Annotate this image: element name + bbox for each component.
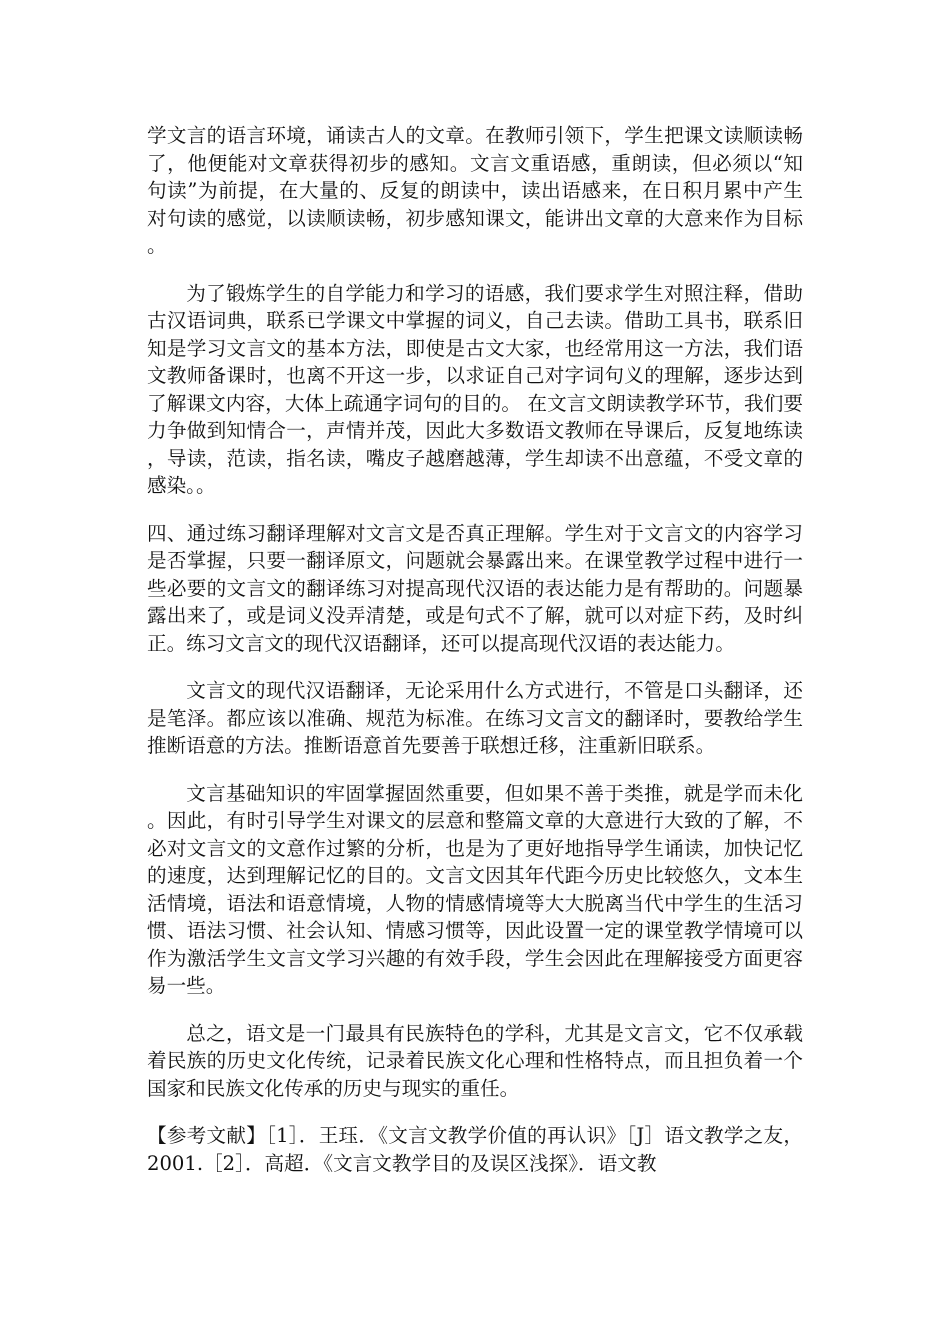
document-page	[147, 122, 803, 1197]
section-paragraph: 四、通过练习翻译理解对文言文是否真正理解。学生对于文言文的内容学习是否掌握，只要一翻译原文，问题就会暴露出来。在课堂教学过程中进行一些必要的文言文的翻译练习对提高现代汉语的表达能力是有帮助的。问题暴露出来了，或是词义没弄清楚，或是句式不了解，就可以对症下药，及时纠正。练习文言文的现代汉语翻译，还可以提高现代汉语的表达能力。	[147, 521, 803, 655]
references-paragraph: 【参考文献】［1］．王珏．《文言文教学价值的再认识》［J］语文教学之友，2001.［2］．高超．《文言文教学目的及误区浅探》．语文教	[147, 1124, 803, 1175]
body-paragraph: 文言基础知识的牢固掌握固然重要，但如果不善于类推，就是学而未化。因此，有时引导学生对课文的层意和整篇文章的大意进行大致的了解，不必对文言文的文意作过繁的分析，也是为了更好地指导学生诵读，加快记忆的速度，达到理解记忆的目的。文言文因其年代距今历史比较悠久，文本生活情境，语法和语意情境，人物的情感情境等大大脱离当代中学生的生活习惯、语法习惯、社会认知、情感习惯等，因此设置一定的课堂教学情境可以作为激活学生文言文学习兴趣的有效手段，学生会因此在理解接受方面更容易一些。	[147, 781, 803, 997]
body-paragraph: 学文言的语言环境，诵读古人的文章。在教师引领下，学生把课文读顺读畅了，他便能对文章获得初步的感知。文言文重语感，重朗读，但必须以“知句读”为前提，在大量的、反复的朗读中，读出语感来，在日积月累中产生对句读的感觉，以读顺读畅，初步感知课文，能讲出文章的大意来作为目标。	[147, 124, 803, 257]
body-paragraph: 文言文的现代汉语翻译，无论采用什么方式进行，不管是口头翻译，还是笔泽。都应该以准确、规范为标准。在练习文言文的翻译时，要教给学生推断语意的方法。推断语意首先要善于联想迁移，注重新旧联系。	[147, 679, 803, 757]
body-paragraph: 为了锻炼学生的自学能力和学习的语感，我们要求学生对照注释，借助古汉语词典，联系已学课文中掌握的词义，自己去读。借助工具书，联系旧知是学习文言文的基本方法，即使是古文大家，也经常用这一方法，我们语文教师备课时，也离不开这一步，以求证自己对字词句义的理解，逐步达到了解课文内容，大体上疏通字词句的目的。 在文言文朗读教学环节，我们要力争做到知情合一，声情并茂，因此大多数语文教师在导课后，反复地练读，导读，范读，指名读，嘴皮子越磨越薄，学生却读不出意蕴，不受文章的感染。。	[147, 281, 803, 497]
conclusion-paragraph: 总之，语文是一门最具有民族特色的学科，尤其是文言文，它不仅承载着民族的历史文化传统，记录着民族文化心理和性格特点，而且担负着一个国家和民族文化传承的历史与现实的重任。	[147, 1021, 803, 1100]
